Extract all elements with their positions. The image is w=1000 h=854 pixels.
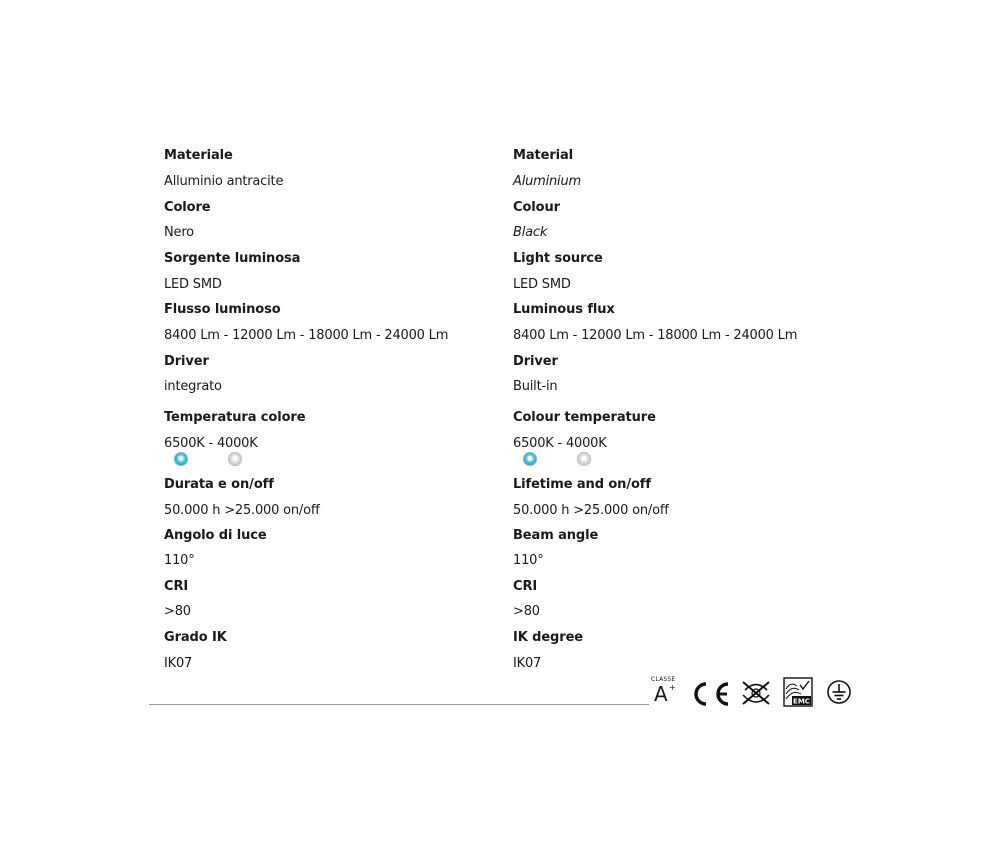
neutral-white-swatch (577, 452, 591, 466)
spec-value-light-source: LED SMD (164, 277, 222, 292)
spec-label-luminous-flux: Luminous flux (513, 302, 615, 317)
spec-value-lifetime: 50.000 h >25.000 on/off (164, 503, 320, 518)
spec-label-colour: Colour (513, 200, 560, 215)
cold-white-swatch (523, 452, 537, 466)
spec-value-luminous-flux: 8400 Lm - 12000 Lm - 18000 Lm - 24000 Lm (513, 328, 798, 343)
spec-value-beam-angle: 110° (164, 553, 195, 568)
no-insulation-cover-icon (740, 679, 772, 707)
spec-label-lifetime: Lifetime and on/off (513, 477, 651, 492)
spec-value-driver: integrato (164, 379, 222, 394)
spec-value-ik-degree: IK07 (513, 656, 542, 671)
spec-value-lifetime: 50.000 h >25.000 on/off (513, 503, 669, 518)
footer-divider (149, 704, 649, 705)
spec-label-beam-angle: Beam angle (513, 528, 599, 543)
spec-value-light-source: LED SMD (513, 277, 571, 292)
svg-text:EMC: EMC (793, 697, 810, 706)
spec-value-colour: Black (513, 225, 548, 240)
spec-label-driver: Driver (513, 354, 558, 369)
spec-label-luminous-flux: Flusso luminoso (164, 302, 281, 317)
neutral-white-swatch (228, 452, 242, 466)
colour-temperature-swatches (523, 452, 603, 468)
cold-white-swatch (174, 452, 188, 466)
spec-value-material: Aluminium (513, 174, 581, 189)
spec-label-colour-temperature: Colour temperature (513, 410, 656, 425)
spec-label-driver: Driver (164, 354, 209, 369)
spec-value-cri: >80 (513, 604, 540, 619)
spec-label-light-source: Sorgente luminosa (164, 251, 301, 266)
energy-class-icon: CLASSE A + (651, 676, 676, 706)
spec-value-cri: >80 (164, 604, 191, 619)
spec-label-beam-angle: Angolo di luce (164, 528, 267, 543)
colour-temperature-swatches (174, 452, 254, 468)
spec-value-driver: Built-in (513, 379, 558, 394)
earth-ground-icon (826, 679, 852, 705)
spec-value-colour-temperature: 6500K - 4000K (164, 436, 258, 451)
spec-label-cri: CRI (513, 579, 538, 594)
spec-label-colour: Colore (164, 200, 211, 215)
spec-value-colour: Nero (164, 225, 194, 240)
spec-label-material: Materiale (164, 148, 233, 163)
spec-label-cri: CRI (164, 579, 189, 594)
spec-label-ik-degree: IK degree (513, 630, 584, 645)
spec-label-colour-temperature: Temperatura colore (164, 410, 306, 425)
emc-compliance-icon (783, 677, 813, 707)
spec-value-luminous-flux: 8400 Lm - 12000 Lm - 18000 Lm - 24000 Lm (164, 328, 449, 343)
spec-value-material: Alluminio antracite (164, 174, 284, 189)
spec-label-lifetime: Durata e on/off (164, 477, 274, 492)
certification-icons (648, 674, 858, 714)
ce-mark-icon (688, 681, 732, 707)
spec-label-light-source: Light source (513, 251, 603, 266)
spec-label-material: Material (513, 148, 574, 163)
spec-value-beam-angle: 110° (513, 553, 544, 568)
spec-label-ik-degree: Grado IK (164, 630, 227, 645)
spec-value-colour-temperature: 6500K - 4000K (513, 436, 607, 451)
spec-value-ik-degree: IK07 (164, 656, 193, 671)
